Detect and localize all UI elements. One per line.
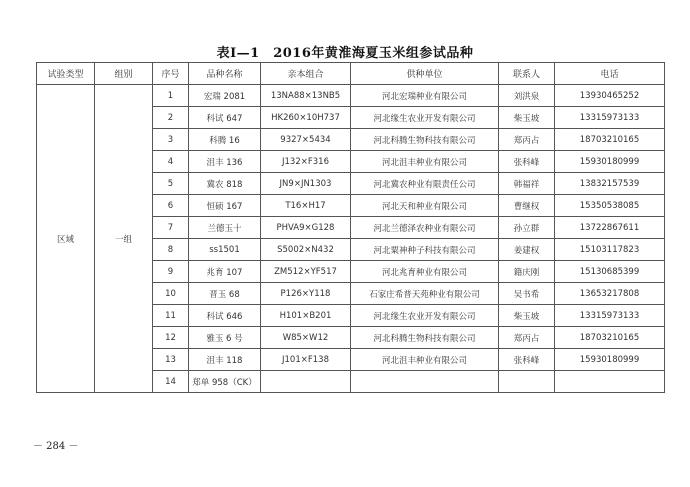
parent-combination: HK260×10H737 <box>261 107 351 129</box>
phone-number: 15930180999 <box>555 151 665 173</box>
supplier-unit: 河北粟神种子科技有限公司 <box>351 239 499 261</box>
supplier-unit: 河北兰德泽农种业有限公司 <box>351 217 499 239</box>
variety-name: 郑单 958（CK） <box>189 371 261 393</box>
contact-person <box>499 371 555 393</box>
parent-combination: H101×B201 <box>261 305 351 327</box>
contact-person: 柴玉坡 <box>499 107 555 129</box>
supplier-unit: 河北缘生农业开发有限公司 <box>351 107 499 129</box>
supplier-unit: 河北沮丰种业有限公司 <box>351 151 499 173</box>
phone-number: 13832157539 <box>555 173 665 195</box>
parent-combination: 13NA88×13NB5 <box>261 85 351 107</box>
row-number: 5 <box>153 173 189 195</box>
parent-combination: W85×W12 <box>261 327 351 349</box>
header-supplier: 供种单位 <box>351 63 499 85</box>
row-number: 6 <box>153 195 189 217</box>
phone-number: 13315973133 <box>555 107 665 129</box>
page-number: － 284 － <box>33 441 79 452</box>
table-row <box>37 85 665 107</box>
supplier-unit <box>351 371 499 393</box>
parent-combination: 9327×5434 <box>261 129 351 151</box>
contact-person: 姜建权 <box>499 239 555 261</box>
phone-number: 18703210165 <box>555 129 665 151</box>
contact-person: 吴书希 <box>499 283 555 305</box>
supplier-unit: 河北冀农种业有限责任公司 <box>351 173 499 195</box>
variety-name: 晋玉 68 <box>189 283 261 305</box>
row-number: 4 <box>153 151 189 173</box>
variety-name: ss1501 <box>189 239 261 261</box>
header-variety: 品种名称 <box>189 63 261 85</box>
row-number: 1 <box>153 85 189 107</box>
phone-number: 15103117823 <box>555 239 665 261</box>
phone-number: 15350538085 <box>555 195 665 217</box>
contact-person: 孙立群 <box>499 217 555 239</box>
variety-name: 恒硕 167 <box>189 195 261 217</box>
contact-person: 郑丙占 <box>499 327 555 349</box>
header-number: 序号 <box>153 63 189 85</box>
variety-name: 沮丰 118 <box>189 349 261 371</box>
contact-person: 韩福祥 <box>499 173 555 195</box>
header-row <box>37 63 665 85</box>
parent-combination: JN9×JN1303 <box>261 173 351 195</box>
phone-number: 15130685399 <box>555 261 665 283</box>
variety-table <box>36 62 665 393</box>
supplier-unit: 河北缘生农业开发有限公司 <box>351 305 499 327</box>
row-number: 13 <box>153 349 189 371</box>
header-contact: 联系人 <box>499 63 555 85</box>
header-parents: 亲本组合 <box>261 63 351 85</box>
phone-number: 13315973133 <box>555 305 665 327</box>
variety-name: 雅玉 6 号 <box>189 327 261 349</box>
contact-person: 张科峰 <box>499 151 555 173</box>
supplier-unit: 河北沮丰种业有限公司 <box>351 349 499 371</box>
contact-person: 刘洪泉 <box>499 85 555 107</box>
supplier-unit: 河北兆育种业有限公司 <box>351 261 499 283</box>
variety-name: 宏瑞 2081 <box>189 85 261 107</box>
phone-number: 13930465252 <box>555 85 665 107</box>
header-group: 组别 <box>95 63 153 85</box>
phone-number: 15930180999 <box>555 349 665 371</box>
header-phone: 电话 <box>555 63 665 85</box>
supplier-unit: 河北科腾生物科技有限公司 <box>351 129 499 151</box>
supplier-unit: 河北科腾生物科技有限公司 <box>351 327 499 349</box>
row-number: 2 <box>153 107 189 129</box>
parent-combination: P126×Y118 <box>261 283 351 305</box>
variety-name: 沮丰 136 <box>189 151 261 173</box>
parent-combination: PHVA9×G128 <box>261 217 351 239</box>
parent-combination <box>261 371 351 393</box>
contact-person: 张科峰 <box>499 349 555 371</box>
parent-combination: J132×F316 <box>261 151 351 173</box>
parent-combination: T16×H17 <box>261 195 351 217</box>
variety-name: 科试 646 <box>189 305 261 327</box>
group-cell: 一组 <box>95 85 153 393</box>
row-number: 11 <box>153 305 189 327</box>
contact-person: 郑丙占 <box>499 129 555 151</box>
variety-name: 兰德玉十 <box>189 217 261 239</box>
parent-combination: ZM512×YF517 <box>261 261 351 283</box>
phone-number: 13653217808 <box>555 283 665 305</box>
supplier-unit: 石家庄希普天苑种业有限公司 <box>351 283 499 305</box>
variety-name: 兆育 107 <box>189 261 261 283</box>
variety-name: 冀农 818 <box>189 173 261 195</box>
supplier-unit: 河北天和种业有限公司 <box>351 195 499 217</box>
parent-combination: S5002×N432 <box>261 239 351 261</box>
contact-person: 曹继权 <box>499 195 555 217</box>
row-number: 7 <box>153 217 189 239</box>
variety-name: 科腾 16 <box>189 129 261 151</box>
contact-person: 柴玉坡 <box>499 305 555 327</box>
row-number: 10 <box>153 283 189 305</box>
row-number: 14 <box>153 371 189 393</box>
phone-number: 18703210165 <box>555 327 665 349</box>
supplier-unit: 河北宏瑞种业有限公司 <box>351 85 499 107</box>
phone-number: 13722867611 <box>555 217 665 239</box>
row-number: 3 <box>153 129 189 151</box>
contact-person: 籍庆刚 <box>499 261 555 283</box>
row-number: 8 <box>153 239 189 261</box>
row-number: 9 <box>153 261 189 283</box>
phone-number <box>555 371 665 393</box>
test-type-cell: 区域 <box>37 85 95 393</box>
table-title: 表Ⅰ—1 2016年黄淮海夏玉米组参试品种 <box>216 46 474 61</box>
parent-combination: J101×F138 <box>261 349 351 371</box>
header-test-type: 试验类型 <box>37 63 95 85</box>
variety-name: 科试 647 <box>189 107 261 129</box>
row-number: 12 <box>153 327 189 349</box>
